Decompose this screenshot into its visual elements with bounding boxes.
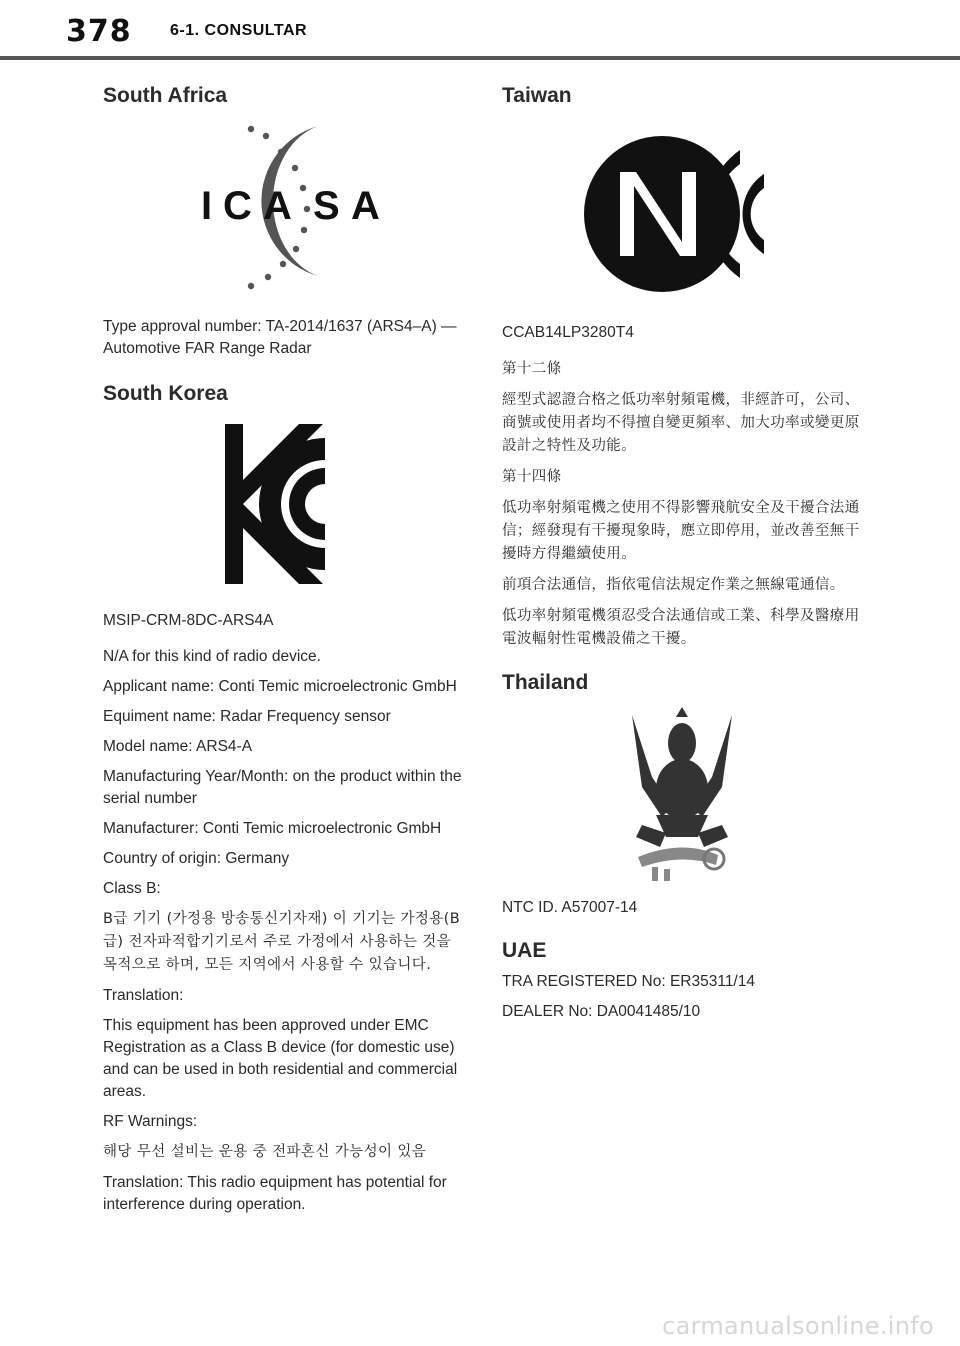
kc-korean-notice: B급 기기 (가정용 방송통신기자재) 이 기기는 가정용(B급) 전자파적합기기로서 주로 가정에서 사용하는 것을 목적으로 하며, 모든 지역에서 사용할 수 있습니다. [103,911,461,973]
tra-registered-number: TRA REGISTERED No: ER35311/14 [502,973,755,990]
left-column [103,80,463,1224]
kc-model: Model name: ARS4-A [103,738,253,755]
heading-thailand: Thailand [502,671,589,694]
garuda-emblem [502,707,862,889]
heading-uae: UAE [502,939,547,962]
icasa-letter-i: I [201,184,213,228]
kc-applicant: Applicant name: Conti Temic microelectronic GmbH [103,678,457,695]
kc-rf-warnings-label: RF Warnings: [103,1113,198,1130]
kc-rf-translation: Translation: This radio equipment has potential for interference during operation. [103,1174,447,1213]
icasa-logo [103,124,463,294]
kc-mark-logo [103,420,463,590]
ncc-article-14-text: 低功率射頻電機之使用不得影響飛航安全及干擾合法通信；經發現有干擾現象時，應立即停用，並改善至無干擾時方得繼續使用。 [502,500,860,562]
dealer-number: DEALER No: DA0041485/10 [502,1003,701,1020]
ncc-id: CCAB14LP3280T4 [502,324,634,341]
kc-rf-warning-korean: 해당 무선 설비는 운용 중 전파혼신 가능성이 있음 [103,1144,427,1160]
ncc-article-14: 第十四條 [502,469,562,485]
header-divider [0,56,960,60]
kc-origin: Country of origin: Germany [103,850,290,867]
kc-cert-number: MSIP-CRM-8DC-ARS4A [103,612,274,629]
heading-south-korea: South Korea [103,382,228,405]
kc-equipment: Equiment name: Radar Frequency sensor [103,708,391,725]
page-header [0,0,960,62]
watermark-text: carmanualsonline.info [662,1312,934,1340]
kc-translation-text: This equipment has been approved under EMC Registration as a Class B device (for domestic use) and can be used in both residential and commercial areas. [103,1017,458,1100]
ncc-logo [502,124,862,304]
south-korea-details [103,610,463,1216]
ncc-article-12: 第十二條 [502,361,562,377]
kc-na-note: N/A for this kind of radio device. [103,648,321,665]
right-column [502,80,862,1031]
icasa-letter-a2: A [351,184,380,228]
ntc-id: NTC ID. A57007-14 [502,899,638,916]
icasa-letter-s: S [313,184,340,228]
section-title: 6-1. CONSULTAR [170,22,308,39]
kc-class-label: Class B: [103,880,161,897]
kc-manufacturer: Manufacturer: Conti Temic microelectronic GmbH [103,820,442,837]
south-africa-approval-text: Type approval number: TA-2014/1637 (ARS4–A) — Automotive FAR Range Radar [103,318,457,357]
ncc-interference-text: 低功率射頻電機須忍受合法通信或工業、科學及醫療用電波輻射性電機設備之干擾。 [502,608,860,647]
taiwan-details [502,322,862,651]
page-number: 378 [66,14,132,49]
icasa-letter-a1: A [263,184,292,228]
ncc-article-12-text: 經型式認證合格之低功率射頻電機，非經許可，公司、商號或使用者均不得擅自變更頻率、加大功率或變更原設計之特性及功能。 [502,392,860,454]
heading-south-africa: South Africa [103,84,228,107]
heading-taiwan: Taiwan [502,84,572,107]
icasa-letter-c: C [223,184,252,228]
ncc-legal-comm-text: 前項合法通信，指依電信法規定作業之無線電通信。 [502,577,845,593]
kc-manufacturing-date: Manufacturing Year/Month: on the product within the serial number [103,768,462,807]
uae-details [502,971,862,1023]
kc-translation-label: Translation: [103,987,184,1004]
